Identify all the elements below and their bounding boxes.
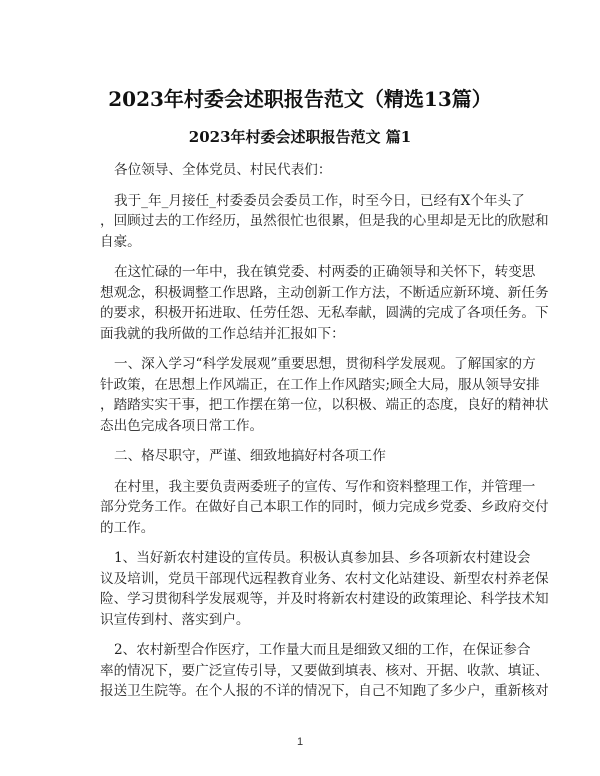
paragraph-line: 我于_年_月接任_村委委员会委员工作，时至今日，已经有X个年头了 [114, 192, 525, 209]
paragraph-line: 想观念，积极调整工作思路，主动创新工作方法，不断适应新环境、新任务 [100, 284, 549, 301]
paragraph-line: ，踏踏实实干事，把工作摆在第一位，以积极、端正的态度，良好的精神状 [100, 397, 549, 413]
paragraph-line: 的工作。 [100, 519, 155, 536]
paragraph-line: 议及培训，党员干部现代远程教育业务、农村文化站建设、新型农村养老保 [100, 570, 549, 587]
paragraph-line: 报送卫生院等。在个人报的不详的情况下，自己不知跑了多少户，重新核对 [100, 683, 549, 699]
page-number: 1 [296, 736, 304, 748]
paragraph-line: 的要求，积极开拓进取、任劳任怨、无私奉献，圆满的完成了各项任务。下 [100, 305, 549, 321]
paragraph [100, 354, 549, 436]
section-title: 2023年村委会述职报告范文 篇1 [188, 128, 412, 146]
paragraph-line: 在村里，我主要负责两委班子的宣传、写作和资料整理工作，并管理一 [114, 478, 536, 495]
document-title: 2023年村委会述职报告范文（精选13篇） [108, 87, 492, 111]
paragraph [100, 191, 549, 253]
paragraph-line: 部分党务工作。在做好自己本职工作的同时，倾力完成乡党委、乡政府交付 [100, 499, 549, 515]
paragraph-line: 2、农村新型合作医疗，工作量大而且是细致又细的工作，在保证参合 [114, 642, 531, 658]
paragraph-line: 识宣传到村、落实到户。 [100, 611, 250, 628]
paragraph-line: 1、当好新农村建设的宣传员。积极认真参加县、乡各项新农村建设会 [114, 550, 531, 566]
paragraph-line: 各位领导、全体党员、村民代表们： [114, 162, 332, 178]
paragraph [100, 446, 516, 467]
paragraph [100, 548, 549, 630]
paragraph [100, 262, 549, 344]
paragraph [100, 477, 549, 539]
paragraph-line: 自豪。 [100, 233, 141, 250]
paragraph [100, 640, 549, 702]
paragraph-line: 在这忙碌的一年中，我在镇党委、村两委的正确领导和关怀下，转变思 [114, 264, 536, 280]
paragraph-line: 针政策，在思想上作风端正，在工作上作风踏实;顾全大局，服从领导安排 [100, 376, 540, 393]
paragraph-line: 态出色完成各项日常工作。 [100, 417, 264, 434]
paragraph-line: 二、格尽职守，严谨、细致地搞好村各项工作 [114, 448, 386, 464]
paragraph-line: 一、深入学习“科学发展观”重要思想，贯彻科学发展观。了解国家的方 [114, 356, 536, 372]
paragraph-line: 险、学习贯彻科学发展观等，并及时将新农村建设的政策理论、科学技术知 [100, 591, 549, 607]
document-body [100, 160, 549, 712]
paragraph-line: 率的情况下，要广泛宣传引导，又要做到填表、核对、开据、收款、填证、 [100, 662, 549, 679]
paragraph-line: 面我就的我所做的工作总结并汇报如下： [100, 325, 345, 342]
paragraph-line: ，回顾过去的工作经历，虽然很忙也很累，但是我的心里却是无比的欣慰和 [100, 213, 549, 229]
paragraph [100, 160, 516, 181]
